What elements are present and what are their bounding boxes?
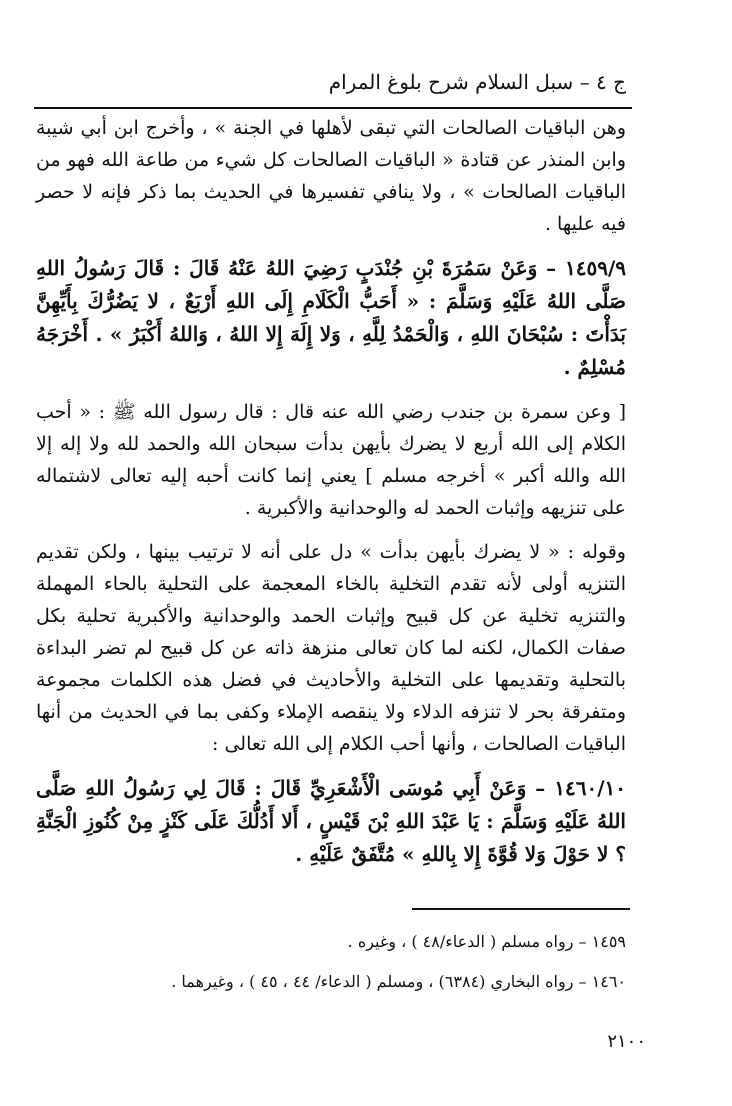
hadith-1460: ١٤٦٠/١٠ – وَعَنْ أَبِي مُوسَى الْأَشْعَرِيِّ قَالَ : قَالَ لِي رَسُولُ اللهِ صَلَّى اللهُ عَلَيْهِ وَسَلَّمَ : يَا عَبْدَ اللهِ بْنَ قَيْسٍ ، أَلا أَدُلُّكَ عَلَى كَنْزٍ مِنْ كُنُوزِ الْجَنَّةِ ؟ لا حَوْلَ وَلا قُوَّةَ إِلا بِاللهِ » مُتَّفَقٌ عَلَيْهِ . <box>36 776 626 866</box>
running-header: ج ٤ – سبل السلام شرح بلوغ المرام <box>328 70 626 94</box>
main-text <box>36 112 626 871</box>
footnote-1459: ١٤٥٩ – رواه مسلم ( الدعاء/٤٨ ) ، وغيره . <box>347 932 626 951</box>
footnote-1460: ١٤٦٠ – رواه البخاري (٦٣٨٤) ، ومسلم ( الدعاء/ ٤٤ ، ٤٥ ) ، وغيرهما . <box>171 972 626 991</box>
page-number: ٢١٠٠ <box>607 1031 646 1052</box>
header-rule <box>34 107 632 109</box>
footnotes <box>36 928 626 996</box>
commentary-paragraph-1: وهن الباقيات الصالحات التي تبقى لأهلها في الجنة » ، وأخرج ابن أبي شيبة وابن المنذر عن قتادة « الباقيات الصالحات كل شيء من طاعة الله فهو من الباقيات الصالحات » ، ولا ينافي تفسيرها في الحديث بما ذكر فإنه لا حصر فيه عليها . <box>36 117 626 235</box>
hadith-1459: ١٤٥٩/٩ – وَعَنْ سَمُرَةَ بْنِ جُنْدَبٍ رَضِيَ اللهُ عَنْهُ قَالَ : قَالَ رَسُولُ اللهِ صَلَّى اللهُ عَلَيْهِ وَسَلَّمَ : « أَحَبُّ الْكَلَامِ إِلَى اللهِ أَرْبَعٌ ، لا يَضُرُّكَ بِأَيِّهِنَّ بَدَأْتَ : سُبْحَانَ اللهِ ، وَالْحَمْدُ لِلَّهِ ، وَلا إِلَهَ إِلا اللهُ ، وَاللهُ أَكْبَرُ » . أَخْرَجَهُ مُسْلِمٌ . <box>36 256 626 379</box>
footnote-rule <box>412 908 630 910</box>
commentary-paragraph-3: وقوله : « لا يضرك بأيهن بدأت » دل على أنه لا ترتيب بينها ، ولكن تقديم التنزيه أولى لأنه تقدم التخلية بالخاء المعجمة على التحلية بالحاء المهملة والتنزيه تخلية عن كل قبيح وإثبات الحمد والوحدانية والأكبرية تحلية بكل صفات الكمال، لكنه لما كان تعالى منزهة ذاته عن كل قبيح لم تضر البداءة بالتحلية وتقديمها على التخلية والأحاديث في فضل هذه الكلمات مجموعة ومتفرقة بحر لا تنزفه الدلاء ولا ينقصه الإملاء وكفى بما في الحديث من أنها الباقيات الصالحات ، وأنها أحب الكلام إلى الله تعالى : <box>36 541 627 755</box>
commentary-paragraph-2: [ وعن سمرة بن جندب رضي الله عنه قال : قال رسول الله ﷺ : « أحب الكلام إلى الله أربع لا يضرك بأيهن بدأت سبحان الله والحمد لله ولا إله إلا الله والله أكبر » أخرجه مسلم ] يعني إنما كانت أحبه إليه تعالى لاشتماله على تنزيهه وإثبات الحمد له والوحدانية والأكبرية . <box>36 401 626 519</box>
